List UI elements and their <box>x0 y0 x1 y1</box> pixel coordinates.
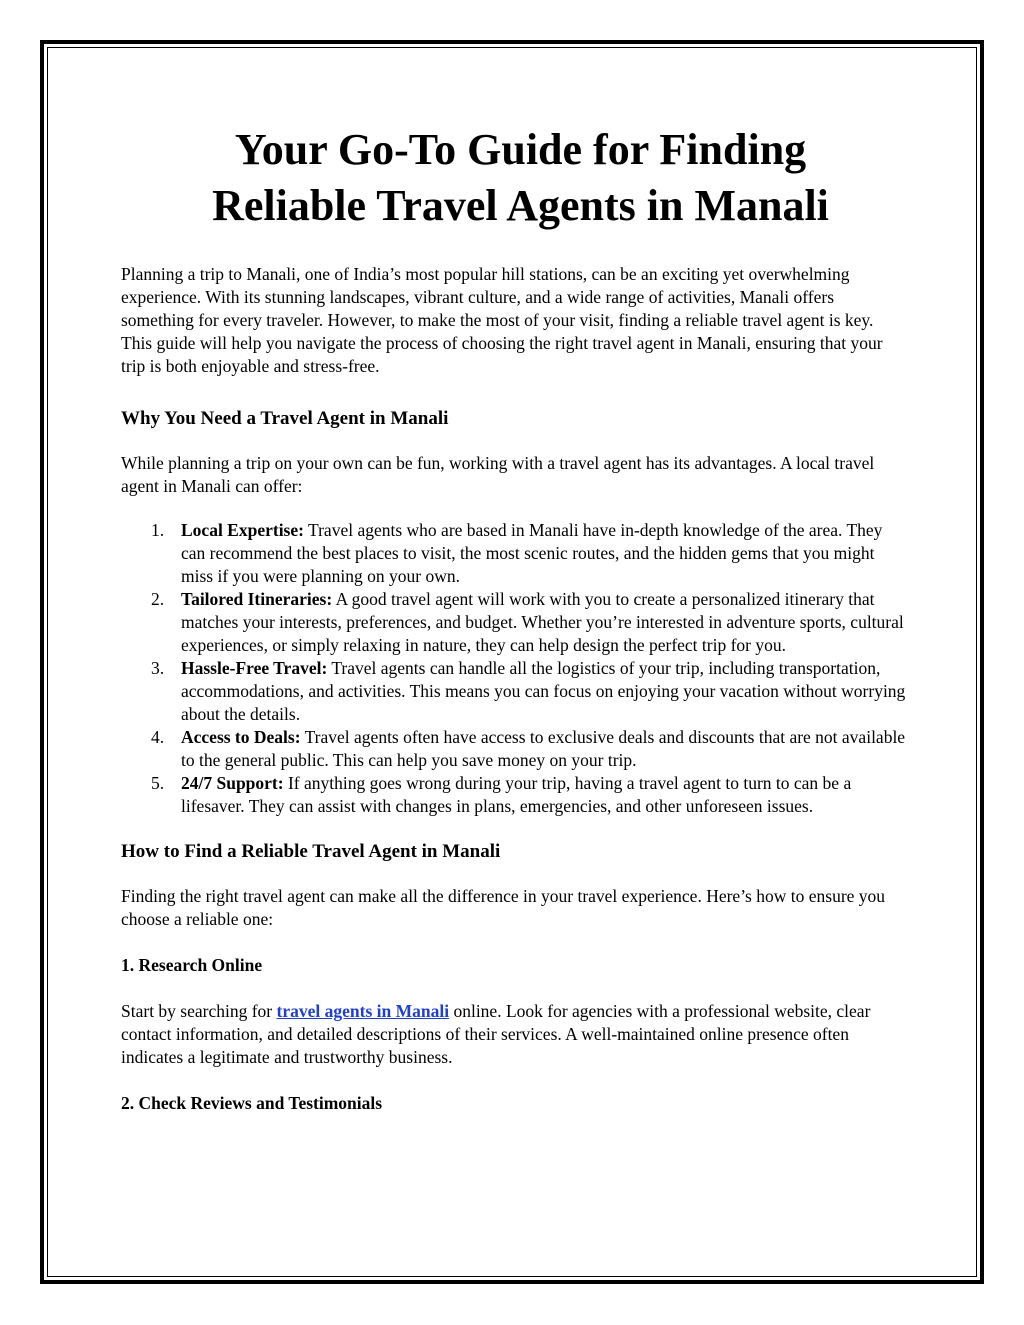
list-item <box>121 588 906 657</box>
why-paragraph: While planning a trip on your own can be fun, working with a travel agent has its advantages. A local travel agent in Manali can offer: <box>121 453 875 496</box>
list-item-text: If anything goes wrong during your trip, having a travel agent to turn to can be a lifesaver. They can assist with changes in plans, emergencies, and other unforeseen issues. <box>181 773 852 816</box>
list-item-label: Access to Deals: <box>181 727 301 747</box>
list-item-label: Hassle-Free Travel: <box>181 658 328 678</box>
how-heading: How to Find a Reliable Travel Agent in Manali <box>121 841 501 862</box>
list-item-text: A good travel agent will work with you to create a personalized itinerary that matches your interests, preferences, and budget. Whether you’re interested in adventure sports, cultural experiences, or simply relaxing in nature, they can help design the perfect trip for you. <box>181 589 904 655</box>
list-item-label: Local Expertise: <box>181 520 304 540</box>
list-item <box>121 657 906 726</box>
list-item-number: 3. <box>151 658 165 678</box>
research-text-before: Start by searching for <box>121 1001 277 1021</box>
document-content <box>121 122 906 1115</box>
list-item-text: Travel agents often have access to exclusive deals and discounts that are not available to the general public. This can help you save money on your trip. <box>181 727 906 770</box>
intro-paragraph: Planning a trip to Manali, one of India’s most popular hill stations, can be an exciting yet overwhelming experience. With its stunning landscapes, vibrant culture, and a wide range of activities, Manali offers something for every traveler. However, to make the most of your visit, finding a reliable travel agent is key. This guide will help you navigate the process of choosing the right travel agent in Manali, ensuring that your trip is both enjoyable and stress-free. <box>121 264 883 376</box>
list-item-number: 4. <box>151 727 165 747</box>
document-title <box>121 122 906 234</box>
title-line-2: Reliable Travel Agents in Manali <box>212 181 829 230</box>
list-item-number: 1. <box>151 520 165 540</box>
list-item-label: 24/7 Support: <box>181 773 284 793</box>
list-item <box>121 772 906 818</box>
list-item-text: Travel agents who are based in Manali have in-depth knowledge of the area. They can recommend the best places to visit, the most scenic routes, and the hidden gems that you might miss if you were planning on your own. <box>181 520 883 586</box>
list-item-number: 2. <box>151 589 165 609</box>
research-text-after: online. Look for agencies with a professional website, clear contact information, and detailed descriptions of their services. A well-maintained online presence often indicates a legitimate and trustworthy business. <box>121 1001 871 1067</box>
check-heading: 2. Check Reviews and Testimonials <box>121 1093 383 1113</box>
list-item-number: 5. <box>151 773 165 793</box>
how-paragraph: Finding the right travel agent can make all the difference in your travel experience. Here’s how to ensure you choose a reliable one: <box>121 886 886 929</box>
travel-agents-link[interactable]: travel agents in Manali <box>276 1001 450 1021</box>
list-item-text: Travel agents can handle all the logistics of your trip, including transportation, accommodations, and activities. This means you can focus on enjoying your vacation without worrying about the details. <box>181 658 906 724</box>
why-heading: Why You Need a Travel Agent in Manali <box>121 408 449 429</box>
list-item-label: Tailored Itineraries: <box>181 589 333 609</box>
title-line-1: Your Go-To Guide for Finding <box>234 125 807 174</box>
research-paragraph <box>121 1000 906 1069</box>
research-heading: 1. Research Online <box>121 955 263 975</box>
benefits-list <box>121 519 906 818</box>
list-item <box>121 726 906 772</box>
list-item <box>121 519 906 588</box>
